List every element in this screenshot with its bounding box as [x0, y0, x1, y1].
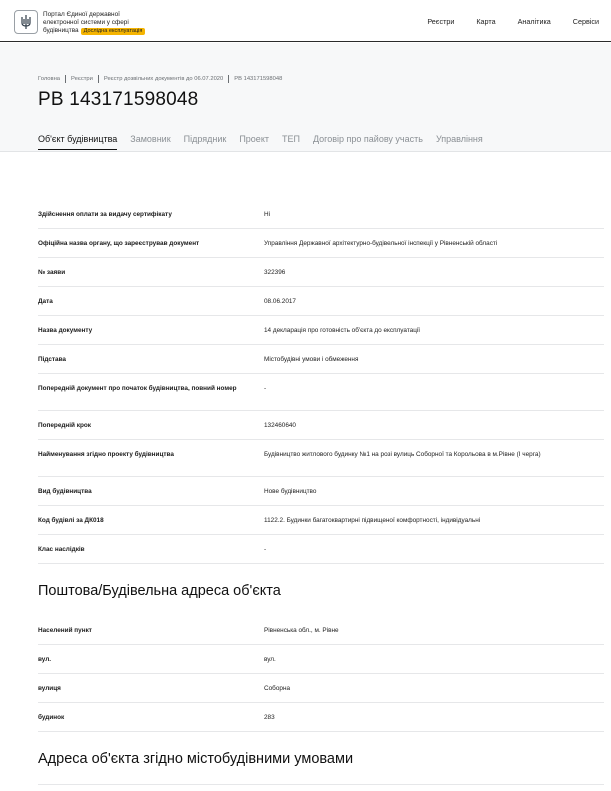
breadcrumb-current: РВ 143171598048	[234, 76, 283, 82]
row-value: Містобудівні умови і обмеження	[264, 356, 359, 363]
row-label: Найменування згідно проекту будівництва	[38, 451, 174, 458]
trident-logo-icon[interactable]	[14, 10, 38, 34]
breadcrumb-registries[interactable]: Реєстри	[71, 76, 93, 82]
row-value: -	[264, 385, 267, 392]
row-label: Населений пункт	[38, 627, 92, 634]
row-label: Офіційна назва органу, що зареєстрував документ	[38, 240, 200, 247]
row-value: 132460640	[264, 422, 296, 429]
breadcrumb-separator	[65, 75, 66, 83]
row-label: Клас наслідків	[38, 546, 85, 553]
nav-map[interactable]: Карта	[476, 17, 496, 26]
breadcrumb	[38, 75, 282, 83]
row-value: Управління Державної архітектурно-будівельної інспекції у Рівненській області	[264, 240, 498, 247]
nav-services[interactable]: Сервіси	[572, 17, 599, 26]
row-label: Здійснення оплати за видачу сертифікату	[38, 211, 172, 218]
breadcrumb-registry[interactable]: Реєстр дозвільних документів до 06.07.2020	[103, 76, 224, 82]
brand-title[interactable]	[43, 11, 173, 35]
row-label: Назва документу	[38, 327, 93, 334]
row-value: Нове будівництво	[264, 488, 317, 495]
table-row	[38, 345, 604, 374]
tab-tep[interactable]: ТЕП	[281, 134, 300, 144]
row-value: 322396	[264, 269, 286, 276]
table-row	[38, 506, 604, 535]
brand-line-2: електронної системи у сфері	[43, 19, 129, 26]
row-label: будинок	[38, 714, 65, 721]
breadcrumb-separator	[228, 75, 229, 83]
tab-construction-object[interactable]: Об'єкт будівництва	[38, 134, 117, 150]
row-label: Код будівлі за ДК018	[38, 517, 104, 524]
row-value: Ні	[264, 211, 271, 218]
row-value: вул.	[264, 656, 276, 663]
row-label: вулиця	[38, 685, 61, 692]
row-label: Дата	[38, 298, 53, 305]
tab-management[interactable]: Управління	[435, 134, 483, 144]
table-row	[38, 258, 604, 287]
table-row	[38, 674, 604, 703]
tab-bar	[38, 134, 483, 150]
breadcrumb-separator	[98, 75, 99, 83]
table-row	[38, 200, 604, 229]
breadcrumb-home[interactable]: Головна	[38, 76, 61, 82]
tab-customer[interactable]: Замовник	[130, 134, 171, 144]
address-table	[38, 616, 604, 732]
table-row	[38, 535, 604, 564]
conditions-section-title: Адреса об'єкта згідно містобудівними умовами	[38, 751, 354, 767]
row-value: -	[264, 546, 267, 553]
row-value: 08.06.2017	[264, 298, 296, 305]
row-label: Попередній документ про початок будівництва, повний номер	[38, 385, 237, 392]
brand-line-1: Портал Єдиної державної	[43, 11, 120, 18]
row-label: Підстава	[38, 356, 66, 363]
row-label: № заяви	[38, 269, 66, 276]
table-row	[38, 703, 604, 732]
top-nav	[427, 17, 599, 26]
table-row	[38, 645, 604, 674]
details-table	[38, 200, 604, 564]
page-title: РВ 143171598048	[38, 89, 199, 110]
address-section-title: Поштова/Будівельна адреса об'єкта	[38, 583, 281, 599]
row-value: 1122.2. Будинки багатоквартирні підвищеної комфортності, індивідуальні	[264, 517, 481, 524]
brand-line-3: будівництва	[43, 27, 79, 34]
row-label: Попередній крок	[38, 422, 91, 429]
table-row	[38, 411, 604, 440]
divider	[38, 784, 604, 785]
top-bar	[0, 0, 611, 42]
tab-share-agreement[interactable]: Договір про пайову участь	[312, 134, 423, 144]
table-row	[38, 477, 604, 506]
table-row	[38, 440, 604, 477]
table-row	[38, 616, 604, 645]
table-row	[38, 287, 604, 316]
table-row	[38, 374, 604, 411]
nav-registries[interactable]: Реєстри	[427, 17, 455, 26]
row-value: Будівництво житлового будинку №1 на розі вулиць Соборної та Корольова в м.Рівне (І черга)	[264, 451, 541, 458]
tab-contractor[interactable]: Підрядник	[183, 134, 227, 144]
row-value: 283	[264, 714, 275, 721]
row-value: Рівненська обл., м. Рівне	[264, 627, 339, 634]
beta-badge: Дослідна експлуатація	[81, 28, 146, 35]
row-label: Вид будівництва	[38, 488, 92, 495]
row-value: Соборна	[264, 685, 291, 692]
table-row	[38, 316, 604, 345]
table-row	[38, 229, 604, 258]
nav-analytics[interactable]: Аналітика	[517, 17, 551, 26]
row-value: 14 декларація про готовність об'єкта до експлуатації	[264, 327, 421, 334]
row-label: вул.	[38, 656, 52, 663]
tab-project[interactable]: Проект	[239, 134, 269, 144]
